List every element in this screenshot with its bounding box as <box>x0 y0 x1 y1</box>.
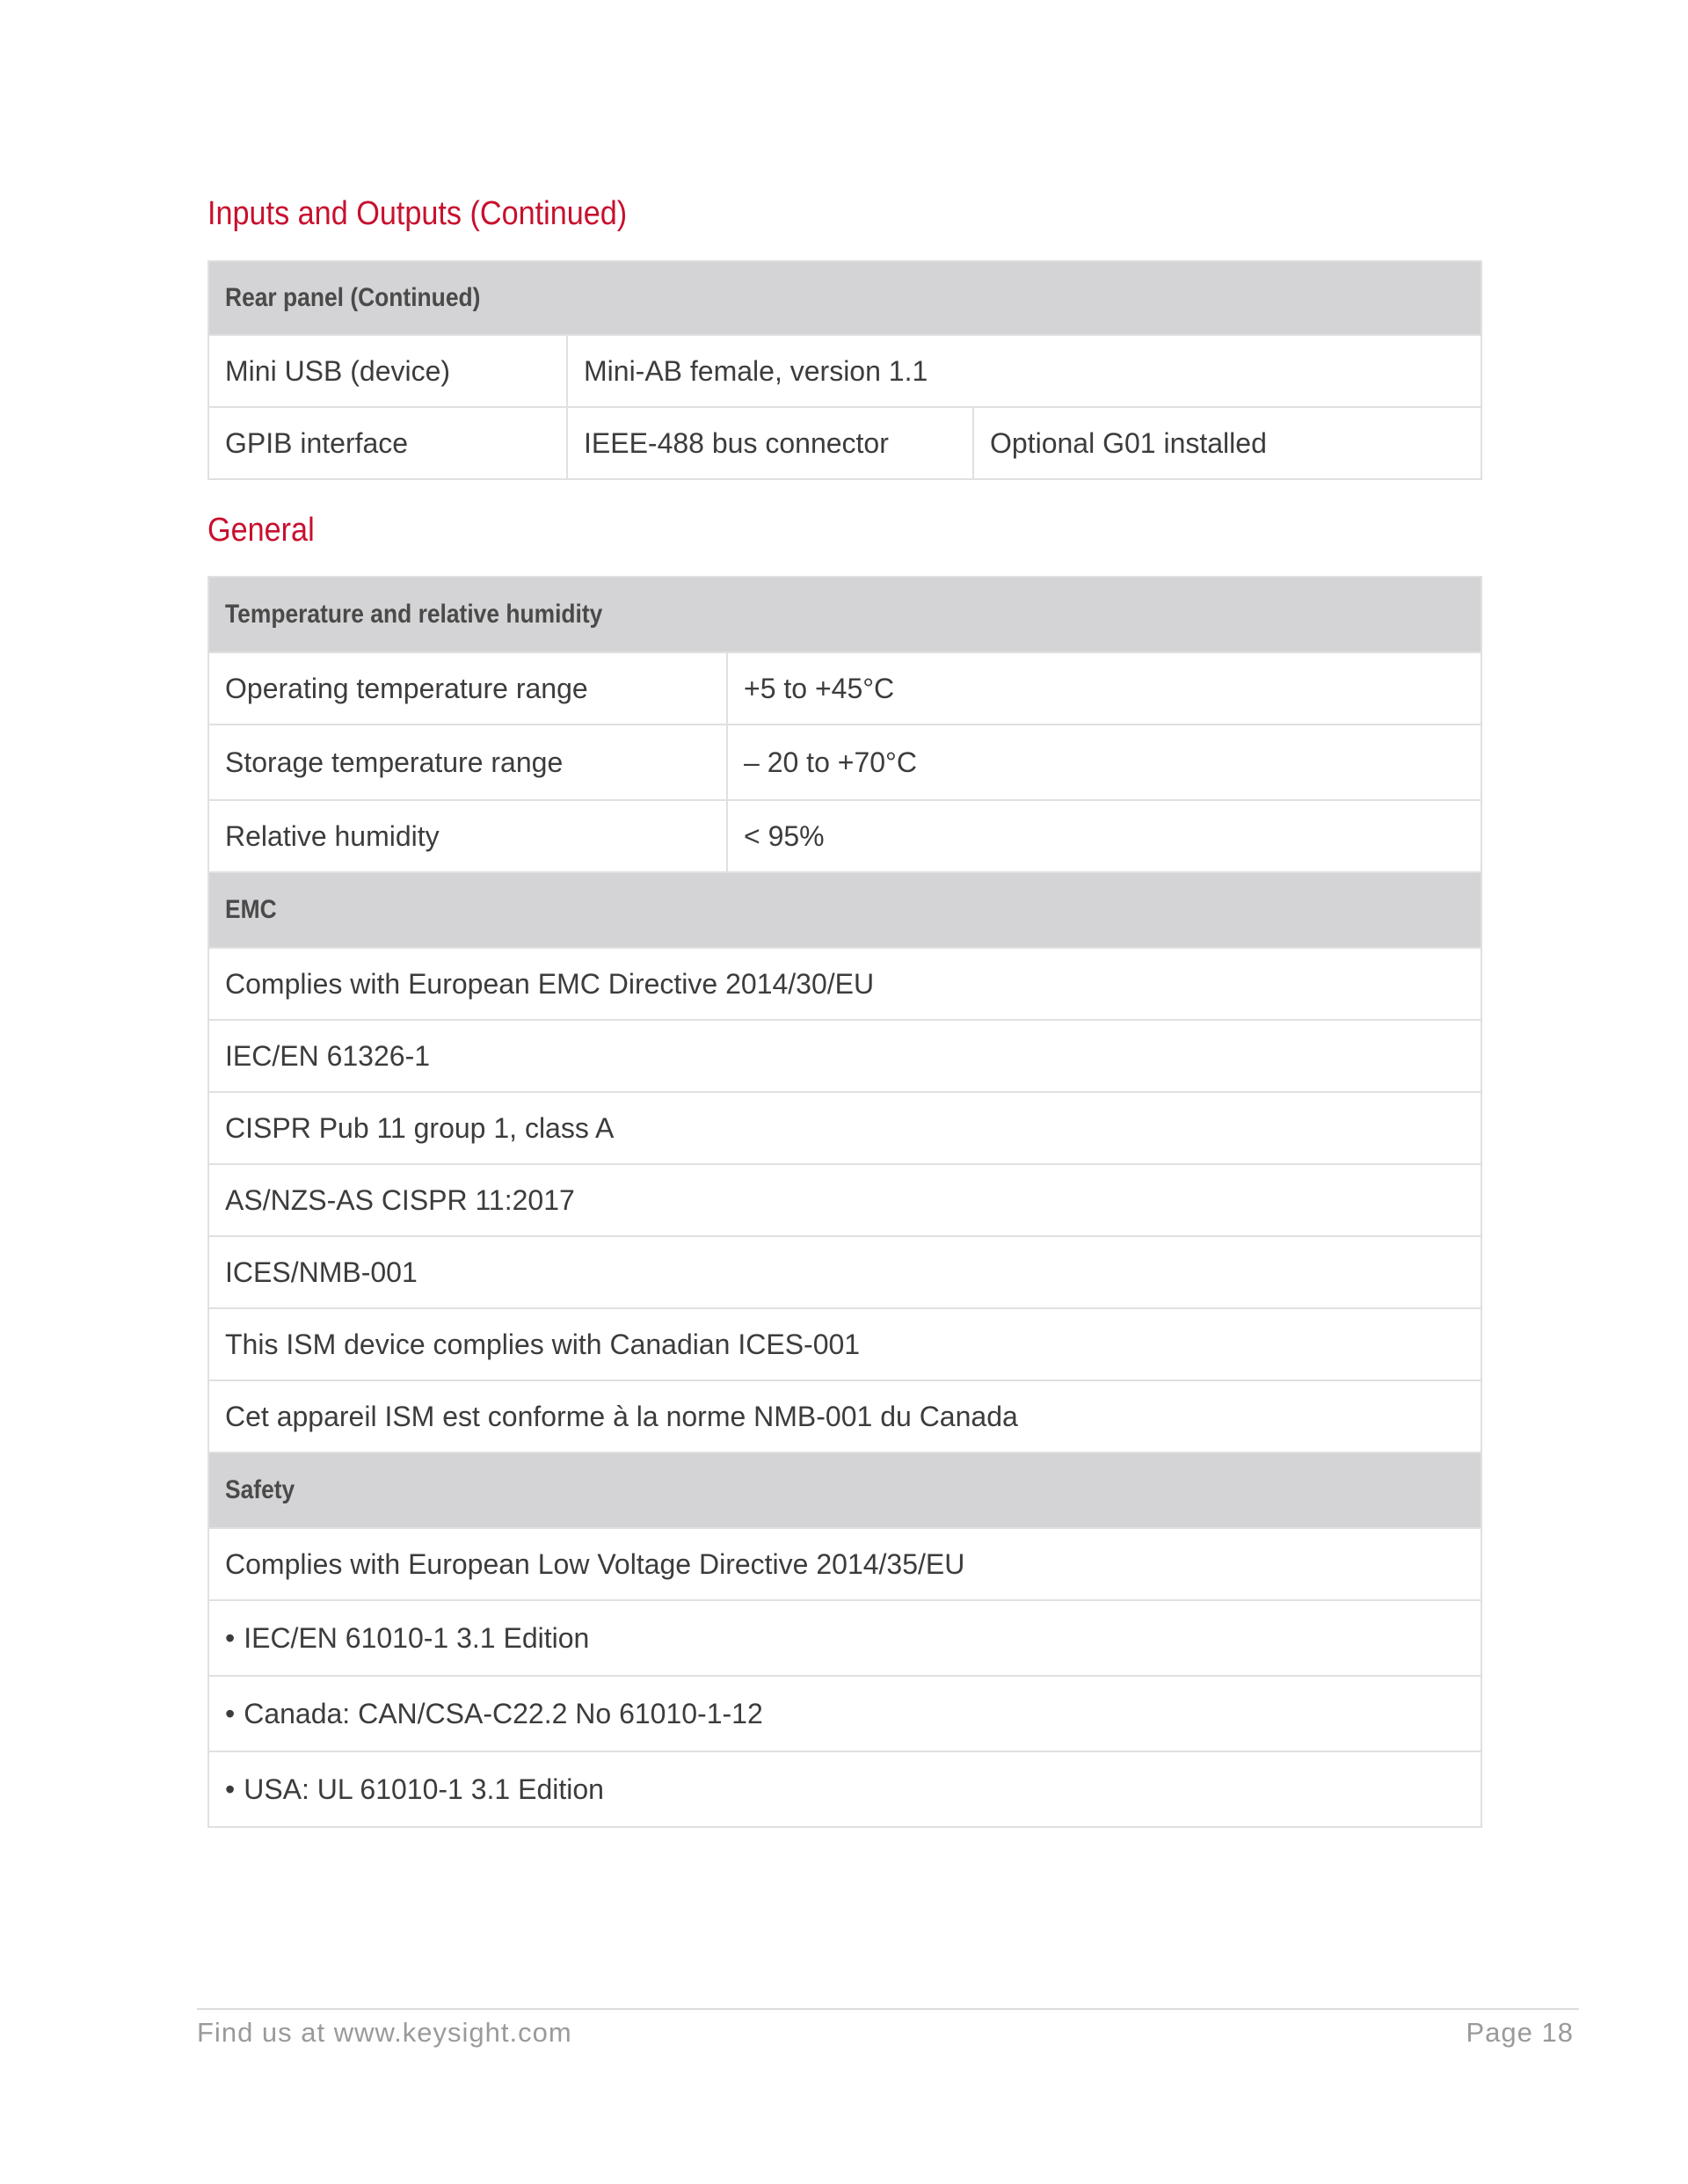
table-row <box>208 800 1481 872</box>
row-note: Optional G01 installed <box>973 407 1481 479</box>
safety-intro: Complies with European Low Voltage Directive 2014/35/EU <box>208 1528 1481 1600</box>
table-header-row <box>208 1452 1481 1528</box>
table-row <box>208 948 1481 1020</box>
row-label: Storage temperature range <box>208 724 727 800</box>
safety-bullet-cell <box>208 1600 1481 1676</box>
section-title-inputs-outputs: Inputs and Outputs (Continued) <box>207 195 628 232</box>
table-header-row <box>208 872 1481 948</box>
footer-website-link[interactable]: Find us at www.keysight.com <box>197 2017 572 2048</box>
emc-item: Complies with European EMC Directive 2014/30/EU <box>208 948 1481 1020</box>
row-label: GPIB interface <box>208 407 567 479</box>
row-label: Mini USB (device) <box>208 335 567 407</box>
table-row <box>208 335 1481 407</box>
table-header-row <box>208 577 1481 652</box>
table-row <box>208 1380 1481 1452</box>
row-value: – 20 to +70°C <box>727 724 1481 800</box>
table-row <box>208 724 1481 800</box>
row-value: < 95% <box>727 800 1481 872</box>
safety-bullet: • Canada: CAN/CSA-C22.2 No 61010-1-12 <box>225 1698 763 1729</box>
rear-panel-header: Rear panel (Continued) <box>208 261 1481 335</box>
emc-item: CISPR Pub 11 group 1, class A <box>208 1092 1481 1164</box>
row-value: +5 to +45°C <box>727 652 1481 724</box>
table-row <box>208 1751 1481 1827</box>
row-value: Mini-AB female, version 1.1 <box>567 335 1481 407</box>
row-label: Relative humidity <box>208 800 727 872</box>
emc-item: IEC/EN 61326-1 <box>208 1020 1481 1092</box>
table-row <box>208 1092 1481 1164</box>
footer-divider <box>197 2008 1579 2010</box>
emc-header: EMC <box>208 872 1481 948</box>
page-number: Page 18 <box>1466 2017 1574 2048</box>
table-row <box>208 1676 1481 1751</box>
safety-bullet-cell <box>208 1676 1481 1751</box>
table-row <box>208 1236 1481 1308</box>
table-row <box>208 1600 1481 1676</box>
table-row <box>208 1020 1481 1092</box>
general-table <box>207 576 1482 1828</box>
emc-item: ICES/NMB-001 <box>208 1236 1481 1308</box>
row-label: Operating temperature range <box>208 652 727 724</box>
safety-header: Safety <box>208 1452 1481 1528</box>
table-header-row <box>208 261 1481 335</box>
temperature-header: Temperature and relative humidity <box>208 577 1481 652</box>
safety-bullet: • IEC/EN 61010-1 3.1 Edition <box>225 1622 589 1654</box>
rear-panel-table <box>207 260 1482 480</box>
table-row <box>208 1528 1481 1600</box>
emc-item: Cet appareil ISM est conforme à la norme NMB-001 du Canada <box>208 1380 1481 1452</box>
safety-bullet: • USA: UL 61010-1 3.1 Edition <box>225 1773 604 1805</box>
section-title-general: General <box>207 512 315 549</box>
emc-item: AS/NZS-AS CISPR 11:2017 <box>208 1164 1481 1236</box>
table-row <box>208 652 1481 724</box>
safety-bullet-cell <box>208 1751 1481 1827</box>
emc-item: This ISM device complies with Canadian ICES-001 <box>208 1308 1481 1380</box>
table-row <box>208 1308 1481 1380</box>
table-row <box>208 1164 1481 1236</box>
row-value: IEEE-488 bus connector <box>567 407 973 479</box>
table-row <box>208 407 1481 479</box>
